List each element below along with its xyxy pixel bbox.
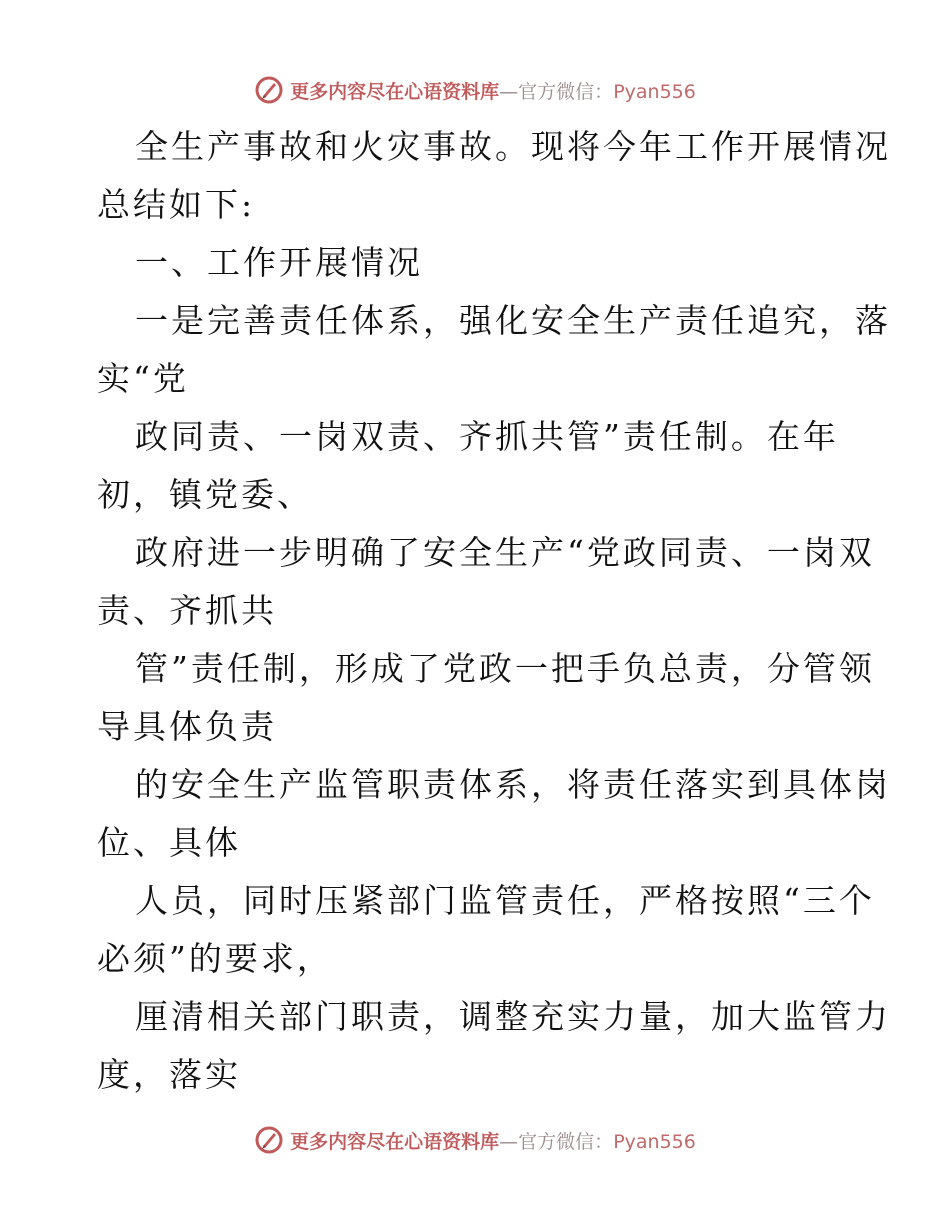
body-text-line: 度，落实: [97, 1055, 241, 1094]
body-text-line: 政同责、一岗双责、齐抓共管”责任制。在年: [135, 417, 839, 456]
body-text-line: 导具体负责: [97, 707, 277, 746]
body-text-line: 厘清相关部门职责，调整充实力量，加大监管力: [135, 997, 891, 1036]
watermark-account: Pyan556: [613, 80, 696, 103]
body-text-line: 一、工作开展情况: [135, 243, 423, 282]
header-watermark-banner: [0, 70, 950, 110]
watermark-brand: 更多内容尽在心语资料库: [290, 1130, 500, 1153]
watermark-separator: —: [499, 80, 519, 103]
body-text-line: 人员，同时压紧部门监管责任，严格按照“三个: [135, 881, 875, 920]
watermark-separator: —: [499, 1130, 519, 1153]
document-body: [97, 118, 891, 1104]
body-text-line: 位、具体: [97, 823, 241, 862]
body-text-line: 总结如下:: [97, 185, 256, 224]
body-text-line: 实“党: [97, 359, 189, 398]
watermark-text: [290, 1127, 696, 1154]
quill-logo-icon: [254, 75, 284, 105]
body-text-line: 必须”的要求，: [97, 939, 333, 978]
watermark-text: [290, 77, 696, 104]
footer-watermark-banner: [0, 1120, 950, 1160]
body-text-line: 的安全生产监管职责体系，将责任落实到具体岗: [135, 765, 891, 804]
body-text-line: 管”责任制，形成了党政一把手负总责，分管领: [135, 649, 875, 688]
body-text-line: 初，镇党委、: [97, 475, 313, 514]
watermark-brand: 更多内容尽在心语资料库: [290, 80, 500, 103]
watermark-label: 官方微信：: [518, 1130, 614, 1153]
quill-logo-icon: [254, 1125, 284, 1155]
body-text-line: 责、齐抓共: [97, 591, 277, 630]
watermark-account: Pyan556: [613, 1130, 696, 1153]
body-text-line: 政府进一步明确了安全生产“党政同责、一岗双: [135, 533, 875, 572]
watermark-label: 官方微信：: [518, 80, 614, 103]
body-text-line: 一是完善责任体系，强化安全生产责任追究，落: [135, 301, 891, 340]
body-text-line: 全生产事故和火灾事故。现将今年工作开展情况: [135, 127, 891, 166]
